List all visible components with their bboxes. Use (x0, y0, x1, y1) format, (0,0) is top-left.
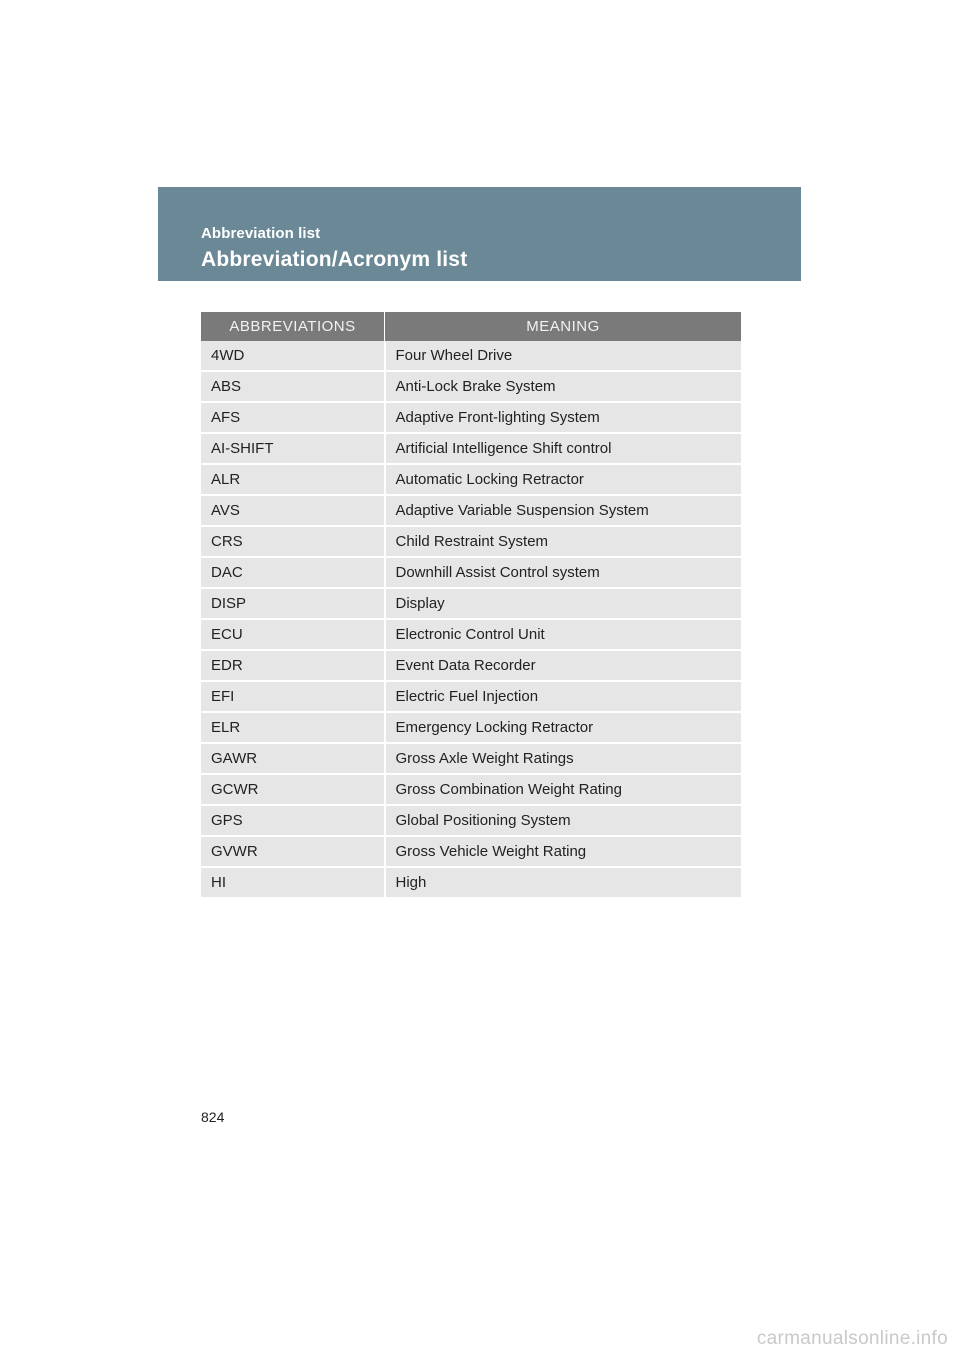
table-row (201, 557, 741, 588)
table-row (201, 836, 741, 867)
meaning-cell: Automatic Locking Retractor (385, 464, 742, 495)
table-row (201, 867, 741, 898)
abbreviation-cell: GAWR (201, 743, 385, 774)
meaning-cell: Global Positioning System (385, 805, 742, 836)
abbreviation-cell: GPS (201, 805, 385, 836)
abbreviation-table (201, 312, 741, 899)
table-row (201, 526, 741, 557)
abbreviation-cell: DISP (201, 588, 385, 619)
table-row (201, 402, 741, 433)
table-row (201, 805, 741, 836)
meaning-cell: Gross Axle Weight Ratings (385, 743, 742, 774)
header-band (158, 187, 801, 281)
abbreviation-cell: GVWR (201, 836, 385, 867)
abbreviation-cell: ECU (201, 619, 385, 650)
abbreviation-cell: ABS (201, 371, 385, 402)
abbreviation-cell: CRS (201, 526, 385, 557)
abbreviation-cell: AI-SHIFT (201, 433, 385, 464)
meaning-cell: Display (385, 588, 742, 619)
meaning-cell: Adaptive Front-lighting System (385, 402, 742, 433)
abbreviation-cell: GCWR (201, 774, 385, 805)
column-header-meaning: MEANING (385, 312, 742, 341)
table-row (201, 743, 741, 774)
table-row (201, 619, 741, 650)
meaning-cell: Electronic Control Unit (385, 619, 742, 650)
meaning-cell: Artificial Intelligence Shift control (385, 433, 742, 464)
meaning-cell: Four Wheel Drive (385, 341, 742, 371)
meaning-cell: High (385, 867, 742, 898)
abbreviation-cell: EFI (201, 681, 385, 712)
page-title: Abbreviation/Acronym list (201, 248, 468, 271)
abbreviation-cell: AFS (201, 402, 385, 433)
section-label: Abbreviation list (201, 225, 321, 242)
meaning-cell: Event Data Recorder (385, 650, 742, 681)
table-header-row (201, 312, 741, 341)
abbreviation-cell: HI (201, 867, 385, 898)
abbreviation-cell: ELR (201, 712, 385, 743)
table-row (201, 681, 741, 712)
column-header-abbreviations: ABBREVIATIONS (201, 312, 385, 341)
table-row (201, 371, 741, 402)
meaning-cell: Anti-Lock Brake System (385, 371, 742, 402)
meaning-cell: Electric Fuel Injection (385, 681, 742, 712)
table-row (201, 650, 741, 681)
meaning-cell: Downhill Assist Control system (385, 557, 742, 588)
table-row (201, 712, 741, 743)
meaning-cell: Child Restraint System (385, 526, 742, 557)
table-row (201, 495, 741, 526)
watermark-text: carmanualsonline.info (756, 1328, 948, 1349)
table-row (201, 774, 741, 805)
abbreviation-cell: 4WD (201, 341, 385, 371)
page-number: 824 (201, 1109, 225, 1125)
abbreviation-cell: ALR (201, 464, 385, 495)
table-row (201, 464, 741, 495)
meaning-cell: Gross Combination Weight Rating (385, 774, 742, 805)
table-row (201, 341, 741, 371)
abbreviation-cell: DAC (201, 557, 385, 588)
table-row (201, 433, 741, 464)
table-row (201, 588, 741, 619)
abbreviation-cell: AVS (201, 495, 385, 526)
meaning-cell: Gross Vehicle Weight Rating (385, 836, 742, 867)
meaning-cell: Emergency Locking Retractor (385, 712, 742, 743)
meaning-cell: Adaptive Variable Suspension System (385, 495, 742, 526)
abbreviation-cell: EDR (201, 650, 385, 681)
